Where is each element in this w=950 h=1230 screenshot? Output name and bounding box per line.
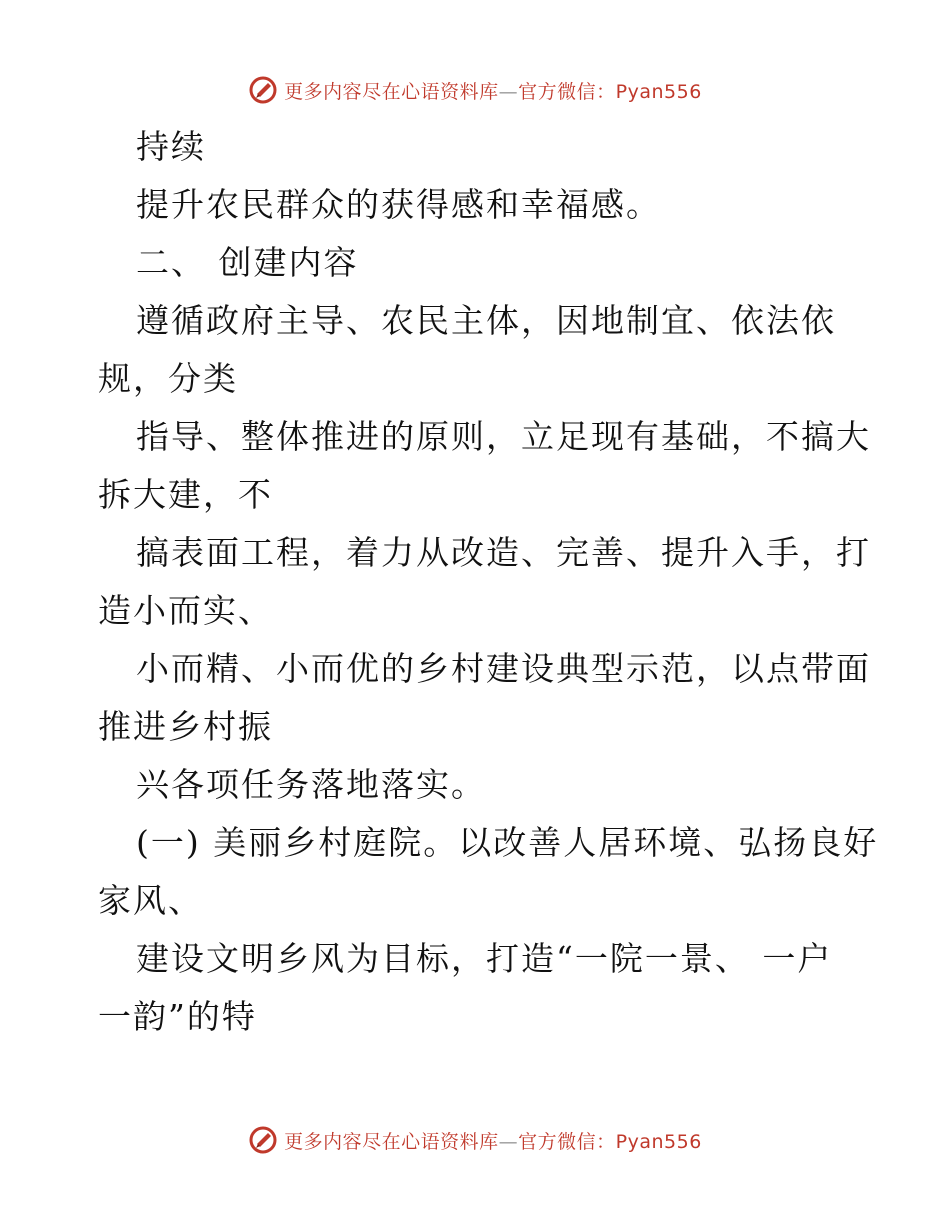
body-line: 拆大建，不 <box>98 475 273 514</box>
brand-logo-icon <box>248 75 278 105</box>
header-contact-text: 官方微信：Pyan556 <box>518 80 702 103</box>
body-line: 建设文明乡风为目标，打造“一院一景、 一户 <box>136 939 833 978</box>
header-dash: — <box>498 80 519 103</box>
body-line: 提升农民群众的获得感和幸福感。 <box>136 185 661 224</box>
body-line: 推进乡村振 <box>98 707 273 746</box>
footer-banner <box>0 1122 950 1158</box>
body-line: 持续 <box>136 127 206 166</box>
footer-contact-text: 官方微信：Pyan556 <box>518 1130 702 1153</box>
footer-dash: — <box>498 1130 519 1153</box>
document-body <box>98 118 879 1046</box>
body-line: 规，分类 <box>98 359 238 398</box>
body-line: 指导、整体推进的原则，立足现有基础，不搞大 <box>136 417 871 456</box>
body-line: 遵循政府主导、农民主体，因地制宜、依法依 <box>136 301 836 340</box>
body-line: 家风、 <box>98 881 203 920</box>
header-banner <box>0 72 950 108</box>
body-line: 一韵”的特 <box>98 997 257 1036</box>
subsection-line: (一) 美丽乡村庭院。以改善人居环境、弘扬良好 <box>136 823 879 862</box>
body-line: 搞表面工程，着力从改造、完善、提升入手，打 <box>136 533 871 572</box>
header-text <box>284 77 702 104</box>
body-line: 兴各项任务落地落实。 <box>136 765 486 804</box>
footer-brand-text: 更多内容尽在心语资料库 <box>284 1130 499 1153</box>
header-brand-text: 更多内容尽在心语资料库 <box>284 80 499 103</box>
body-line: 小而精、小而优的乡村建设典型示范，以点带面 <box>136 649 871 688</box>
brand-logo-icon <box>248 1125 278 1155</box>
section-heading: 二、 创建内容 <box>136 243 359 282</box>
footer-text <box>284 1127 702 1154</box>
body-line: 造小而实、 <box>98 591 273 630</box>
